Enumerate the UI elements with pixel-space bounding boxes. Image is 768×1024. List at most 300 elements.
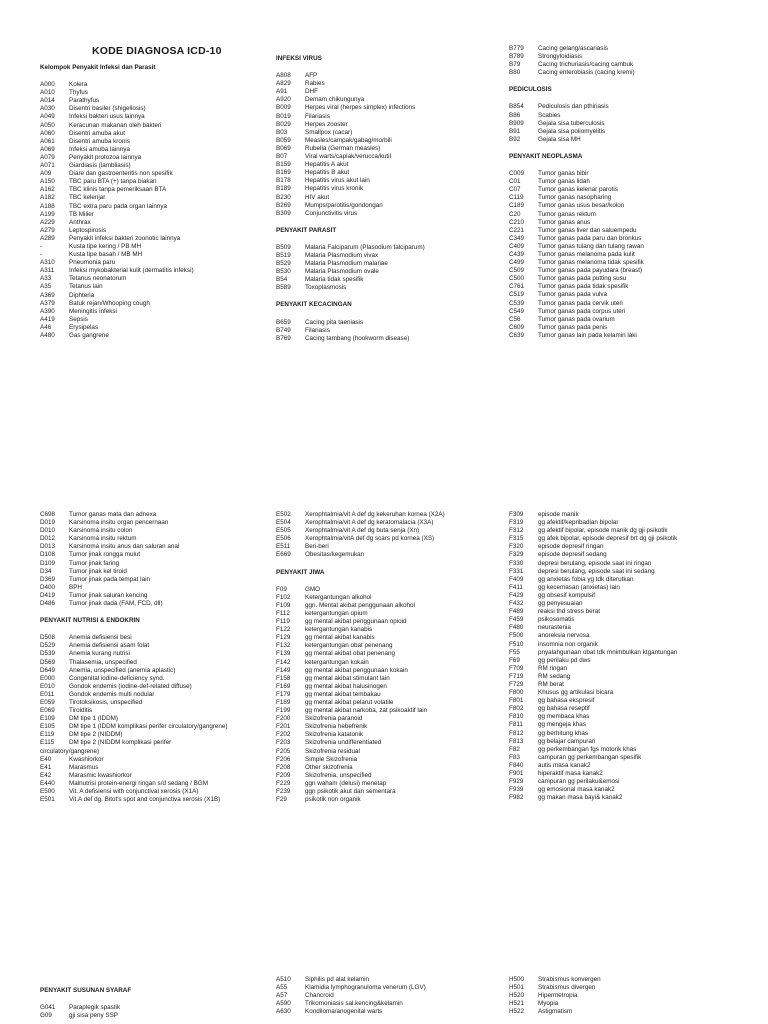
icd-code: B91	[509, 127, 521, 135]
icd-code: E41	[40, 763, 52, 771]
diagnosis-name: Klamidia lymphogranuloma venerum (LGV)	[305, 984, 426, 992]
page-title: KODE DIAGNOSA ICD-10	[92, 45, 222, 57]
code-row	[276, 634, 508, 642]
icd-code: F729	[509, 680, 524, 688]
code-row	[276, 319, 506, 327]
icd-code: D529	[40, 642, 56, 650]
icd-code: F309	[509, 511, 524, 518]
diagnosis-name: Tirotoksikosis, unspecified	[69, 698, 143, 706]
icd-code: E669	[276, 551, 291, 559]
icd-code: C439	[509, 250, 525, 258]
code-row	[276, 276, 506, 284]
icd-code: D109	[40, 559, 56, 567]
diagnosis-name: TBC extra paru pada organ lainnya	[69, 202, 168, 210]
code-row	[40, 543, 270, 551]
section-title-kecacingan: PENYAKIT KECACINGAN	[276, 301, 352, 309]
diagnosis-name: Tumor jinak saluran kencing	[69, 591, 148, 599]
icd-code: A920	[276, 96, 291, 104]
diagnosis-name: Vit.A def dg. Bitot's spot and conjunctiva xerosis (X1B)	[69, 796, 221, 804]
code-row	[509, 584, 739, 592]
code-row	[40, 699, 270, 707]
icd-code: H500	[509, 976, 525, 983]
icd-code: F82	[509, 745, 520, 753]
code-row	[40, 308, 255, 316]
code-row	[40, 154, 255, 162]
code-row	[276, 169, 506, 177]
code-row	[276, 780, 508, 788]
code-row	[509, 45, 734, 53]
diagnosis-name: Tetanus lain	[69, 283, 103, 291]
diagnosis-name: gg kecemasan (anxietas) lain	[538, 583, 620, 591]
diagnosis-name: gg anxietas fobia yg tdk diterutkan	[538, 575, 634, 583]
diagnosis-name: Tumor jinak rongga mulut	[69, 551, 141, 559]
icd-code: F09	[276, 585, 287, 593]
icd-code: H501	[509, 984, 525, 992]
icd-code: F122	[276, 626, 291, 634]
diagnosis-name: Anemia defisiensi asam folat	[69, 642, 150, 650]
diagnosis-name: Tumor jinak pada tempat lain	[69, 575, 150, 583]
icd-code: E011	[40, 690, 55, 698]
code-row	[40, 316, 255, 324]
diagnosis-name: ketergantungan kanabis	[305, 626, 373, 634]
icd-code: A050	[40, 121, 55, 129]
icd-code: A182	[40, 194, 55, 202]
icd-code: F315	[509, 535, 524, 543]
code-row	[40, 723, 270, 731]
diagnosis-name: Malaria tidak spesifik	[305, 276, 364, 284]
diagnosis-name: TBC paru BTA (+) tanpa biakan	[69, 178, 157, 186]
icd-code: F319	[509, 519, 524, 527]
code-row	[509, 576, 739, 584]
diagnosis-name: Tetanus neonatorum	[69, 275, 127, 283]
diagnosis-name: Toxoplasmosis	[305, 284, 347, 292]
code-row	[509, 69, 734, 77]
code-row	[40, 97, 255, 105]
icd-code: B749	[276, 326, 291, 334]
diagnosis-name: gg afektif/kepribadian bipolar	[538, 519, 619, 527]
diagnosis-name: psikosomatis	[538, 616, 575, 624]
code-row	[509, 754, 739, 762]
icd-code: F500	[509, 632, 524, 640]
icd-code: circulatory/gangrene)	[40, 747, 100, 755]
icd-code: B178	[276, 177, 291, 185]
code-row	[276, 691, 508, 699]
column-3-top	[509, 45, 734, 340]
diagnosis-name: Other skizofrenia	[305, 763, 353, 771]
code-row	[276, 88, 506, 96]
icd-code: A480	[40, 332, 55, 339]
code-row	[509, 186, 734, 194]
diagnosis-name: Measles/campak/gabag/morbili	[305, 136, 392, 144]
diagnosis-name: Gejala sisa poliomyelitis	[538, 127, 606, 135]
diagnosis-name: Parathyfus	[69, 97, 100, 105]
icd-code: B509	[276, 243, 291, 251]
diagnosis-name: Erysipelas	[69, 323, 99, 331]
code-row	[40, 731, 270, 739]
icd-code: B009	[276, 104, 291, 112]
code-row	[509, 300, 734, 308]
diagnosis-name: Tumor ganas pada cervik uteri	[538, 299, 623, 307]
icd-code: C221	[509, 226, 525, 234]
icd-code: E105	[40, 723, 55, 731]
diagnosis-name: gg penyesuaian	[538, 600, 583, 608]
icd-code: H520	[509, 992, 525, 1000]
icd-code: F209	[276, 771, 291, 779]
diagnosis-name: Skizofrenia residual	[305, 747, 360, 755]
icd-code: A390	[40, 307, 55, 315]
diagnosis-name: gg afek bipolar, episode depresif brt dg gji psikotik	[538, 535, 678, 543]
diagnosis-name: gg mental akibat pelarut volatile	[305, 698, 394, 706]
code-row	[40, 780, 270, 788]
diagnosis-name: Skizofrenia paranoid	[305, 715, 363, 723]
diagnosis-name: Filariasis	[305, 326, 330, 334]
code-row	[40, 332, 255, 340]
diagnosis-name: Hipermetropia	[538, 992, 578, 1000]
code-row	[276, 268, 506, 276]
code-row	[509, 332, 734, 340]
diagnosis-name: Demam chikungunya	[305, 96, 365, 104]
icd-code: B029	[276, 120, 291, 128]
icd-code: F158	[276, 674, 291, 682]
diagnosis-name: DM tipe 2 (NIDDM komplikasi perifer	[69, 739, 172, 747]
code-row	[509, 178, 734, 186]
diagnosis-name: GMO	[305, 585, 321, 593]
code-row	[40, 324, 255, 332]
icd-code: A069	[40, 145, 55, 153]
diagnosis-name: TBC klinis tanpa pemeriksaan BTA	[69, 186, 167, 194]
code-row	[40, 707, 270, 715]
icd-code: H521	[509, 1000, 525, 1008]
code-list	[276, 244, 506, 293]
code-row	[276, 984, 506, 992]
icd-code: B80	[509, 69, 521, 77]
icd-code: E506	[276, 535, 291, 543]
code-row	[40, 300, 255, 308]
diagnosis-name: Tumor ganas pada vulva	[538, 291, 608, 299]
diagnosis-name: Tumor ganas pada paru dan bronkus	[538, 234, 642, 242]
diagnosis-name: Thyfus	[69, 89, 88, 97]
diagnosis-name: autis masa kanak2	[538, 761, 591, 769]
code-row	[40, 211, 255, 219]
icd-code: F139	[276, 650, 291, 658]
code-row	[509, 657, 739, 665]
diagnosis-name: gg membaca khas	[538, 713, 590, 721]
code-row	[509, 689, 739, 697]
code-row	[509, 1000, 734, 1008]
icd-code: A000	[40, 81, 55, 89]
icd-code: C519	[509, 291, 525, 299]
code-row	[509, 551, 739, 559]
diagnosis-name: Skizofrenia, unspecified	[305, 771, 372, 779]
diagnosis-name: Filariasis	[305, 112, 330, 120]
diagnosis-name: Pediculosis dan pthiriasis	[538, 103, 609, 111]
code-row	[40, 292, 255, 300]
column-2-top	[276, 55, 506, 343]
icd-code: F205	[276, 747, 291, 755]
code-row	[276, 586, 508, 594]
code-row	[509, 721, 739, 729]
diagnosis-name: gg mental akibat obat penenang	[305, 650, 395, 658]
code-row	[276, 153, 506, 161]
diagnosis-name: Khusus gg artikulasi bicara	[538, 689, 614, 697]
icd-code: A419	[40, 315, 55, 323]
icd-code: A55	[276, 984, 288, 992]
icd-code: B79	[509, 61, 521, 69]
code-row	[509, 560, 739, 568]
icd-code: F109	[276, 601, 291, 609]
diagnosis-name: DHF	[305, 88, 318, 96]
icd-code: D400	[40, 583, 56, 591]
icd-code: F119	[276, 618, 290, 626]
diagnosis-name: Tumor ganas pada tidak spesifik	[538, 283, 629, 291]
code-row	[509, 543, 739, 551]
icd-code: F229	[276, 779, 291, 787]
diagnosis-name: DM tipe 2 (NIDDM)	[69, 731, 123, 739]
code-row	[40, 219, 255, 227]
code-row	[276, 145, 506, 153]
code-row	[276, 244, 506, 252]
code-row	[40, 764, 270, 772]
code-row	[276, 284, 506, 292]
icd-code: B519	[276, 251, 291, 259]
icd-code: F800	[509, 689, 524, 697]
icd-code: F320	[509, 543, 524, 551]
code-row	[276, 642, 508, 650]
code-row	[276, 723, 508, 731]
diagnosis-name: Kwashiorkor	[69, 755, 104, 763]
code-row	[276, 185, 506, 193]
icd-code: C210	[509, 218, 525, 226]
icd-code: E069	[40, 707, 55, 715]
icd-code: A310	[40, 259, 55, 267]
diagnosis-name: Tumor jinak faring	[69, 559, 120, 567]
icd-code: F129	[276, 634, 291, 642]
icd-code: A379	[40, 299, 55, 307]
code-row	[509, 632, 739, 640]
icd-code: G041	[40, 1004, 56, 1012]
diagnosis-name: Kondiloma/anogenital warts	[305, 1008, 383, 1016]
icd-code: C07	[509, 186, 521, 194]
code-row	[276, 161, 506, 169]
code-list	[509, 976, 734, 1016]
code-row	[276, 129, 506, 137]
diagnosis-name: Malaria Plasmodium vivax	[305, 251, 379, 259]
icd-code: B779	[509, 45, 524, 52]
code-row	[40, 584, 270, 592]
icd-code: A071	[40, 162, 55, 170]
code-row	[509, 976, 734, 984]
code-row	[276, 772, 508, 780]
code-row	[509, 649, 739, 657]
code-row	[40, 113, 255, 121]
icd-code: B230	[276, 193, 291, 201]
diagnosis-name: Xerophtalmia/vitA def dg scars pd kornea (XS)	[305, 535, 435, 543]
code-row	[509, 112, 734, 120]
code-row	[276, 519, 508, 527]
code-row	[40, 576, 270, 584]
diagnosis-name: insomnia non organik	[538, 640, 598, 648]
code-row	[509, 738, 739, 746]
code-row	[40, 796, 270, 804]
diagnosis-name: Sepsis	[69, 315, 88, 323]
icd-code: A369	[40, 291, 55, 299]
code-row	[276, 327, 506, 335]
icd-code: C01	[509, 178, 521, 186]
section-title-pedikulosis: PEDICULOSIS	[509, 86, 552, 94]
diagnosis-name: DM tipe 1 (IDDM)	[69, 715, 118, 723]
icd-code: A09	[40, 170, 52, 178]
icd-code: A150	[40, 178, 55, 186]
diagnosis-name: Simple Skizofrenia	[305, 755, 358, 763]
code-row	[40, 89, 255, 97]
section-title-nutrisi-endokrin: PENYAKIT NUTRISI & ENDOKRIN	[40, 617, 140, 625]
code-row	[509, 992, 734, 1000]
icd-code: E440	[40, 779, 55, 787]
diagnosis-name: gg mengeja khas	[538, 721, 586, 729]
icd-code: F719	[509, 672, 524, 680]
code-row	[509, 641, 739, 649]
icd-code: B189	[276, 185, 291, 193]
code-row	[276, 675, 508, 683]
diagnosis-name: Gejala sisa tuberculosis	[538, 119, 605, 127]
diagnosis-name: gji sisa peny SSP	[69, 1012, 119, 1020]
code-row	[40, 275, 255, 283]
code-row	[509, 324, 734, 332]
diagnosis-name: Kolera	[69, 81, 88, 89]
icd-code: A91	[276, 88, 288, 96]
diagnosis-name: Anemia defisiensi besi	[69, 634, 132, 642]
icd-code: C499	[509, 259, 525, 267]
code-row	[40, 283, 255, 291]
code-row	[276, 177, 506, 185]
code-row	[509, 243, 734, 251]
icd-code: F69	[509, 656, 520, 664]
diagnosis-name: Tumor ganas pada payudara (breast)	[538, 267, 643, 275]
icd-code: F812	[509, 729, 524, 737]
diagnosis-name: Keracunan makanan oleh bakteri	[69, 121, 162, 129]
code-row	[276, 650, 508, 658]
code-row	[40, 675, 270, 683]
code-row	[509, 1008, 734, 1016]
diagnosis-name: gg makan masa bayi& kanak2	[538, 794, 623, 802]
icd-code: D019	[40, 519, 56, 527]
icd-code: B909	[509, 119, 524, 127]
code-row	[509, 291, 734, 299]
diagnosis-name: Karsinoma insitu organ pencernaan	[69, 519, 169, 527]
diagnosis-name: Giardiasis (lambliasis)	[69, 162, 131, 170]
icd-code: F312	[509, 527, 524, 535]
code-row	[509, 592, 739, 600]
diagnosis-name: gg mental akibat stimulant lain	[305, 674, 390, 682]
diagnosis-name: gg belajar campuran	[538, 737, 596, 745]
icd-code: B069	[276, 144, 291, 152]
icd-code: F29	[276, 796, 287, 804]
icd-code: F459	[509, 616, 524, 624]
icd-code: F432	[509, 600, 524, 608]
diagnosis-name: gg emosional masa kanak2	[538, 786, 615, 794]
code-row	[276, 72, 506, 80]
code-row	[40, 560, 270, 568]
diagnosis-name: Penyakit protozoa lainnya	[69, 153, 142, 161]
diagnosis-name: Penyakit infeksi bakteri zoonotic lainnya	[69, 234, 181, 242]
diagnosis-name: Xerophtalmia/vit A def dg kekeruhan kornea (X2A)	[305, 511, 445, 518]
diagnosis-name: Anemia kurang nutrisi	[69, 650, 130, 658]
diagnosis-name: psikotik non organik	[305, 796, 361, 804]
column-3-bottom	[509, 976, 734, 1016]
code-row	[276, 252, 506, 260]
code-row	[509, 624, 739, 632]
icd-code: -	[40, 242, 43, 250]
code-row	[276, 527, 508, 535]
icd-code: B589	[276, 284, 291, 292]
icd-code: F901	[509, 770, 524, 777]
diagnosis-name: Disentri amuba akut	[69, 129, 125, 137]
icd-code: B269	[276, 201, 291, 209]
code-row	[276, 511, 508, 519]
diagnosis-name: Tumor ganas liver dan saluempedu	[538, 226, 637, 234]
code-row	[40, 715, 270, 723]
diagnosis-name: BPH	[69, 583, 82, 591]
code-row	[509, 527, 739, 535]
code-row	[276, 610, 508, 618]
code-row	[509, 170, 734, 178]
icd-code: F330	[509, 559, 524, 567]
icd-code: B059	[276, 136, 291, 144]
diagnosis-name: Chancroid	[305, 992, 334, 1000]
diagnosis-name: gg mental akibat kanabis	[305, 634, 375, 642]
diagnosis-name: Myopia	[538, 1000, 559, 1008]
diagnosis-name: Tumor ganas pada ovarium	[538, 315, 615, 323]
icd-code: A829	[276, 80, 291, 88]
icd-code: F112	[276, 609, 290, 617]
icd-code: C56	[509, 315, 521, 323]
code-row	[276, 551, 508, 559]
icd-code: E505	[276, 527, 291, 535]
diagnosis-name: campuran gg perkembangan spesifik	[538, 753, 642, 761]
icd-code: F489	[509, 608, 524, 616]
code-row	[509, 53, 734, 61]
icd-code: A188	[40, 202, 55, 210]
diagnosis-name: gg bahasa ekspresif	[538, 697, 595, 705]
code-row	[276, 602, 508, 610]
icd-code: B03	[276, 128, 288, 136]
icd-code: F982	[509, 794, 524, 802]
code-row	[509, 120, 734, 128]
icd-code: F813	[509, 737, 524, 745]
icd-code: A510	[276, 976, 291, 983]
icd-code: E40	[40, 755, 52, 763]
diagnosis-name: Cacing enterobiasis (cacing kremi)	[538, 69, 635, 77]
diagnosis-name: Mumps/parotitis/gondongan	[305, 201, 383, 209]
diagnosis-name: Malaria Plasmodium malariae	[305, 260, 388, 268]
code-row	[276, 96, 506, 104]
icd-code: D486	[40, 600, 56, 608]
code-row	[509, 730, 739, 738]
code-row	[40, 756, 270, 764]
diagnosis-name: Paraplegik spastik	[69, 1004, 121, 1012]
diagnosis-name: Strabismus divergen	[538, 984, 596, 992]
code-row	[509, 103, 734, 111]
diagnosis-name: Anthrax	[69, 218, 91, 226]
code-row	[509, 535, 739, 543]
code-row	[276, 202, 506, 210]
icd-code: A46	[40, 323, 52, 331]
code-row	[509, 673, 739, 681]
icd-code: F331	[509, 567, 524, 575]
code-row	[509, 778, 739, 786]
diagnosis-name: Strabismus konvergen	[538, 976, 601, 983]
diagnosis-name: Tumor jinak dada (FAM, FCD, dll)	[69, 600, 163, 608]
